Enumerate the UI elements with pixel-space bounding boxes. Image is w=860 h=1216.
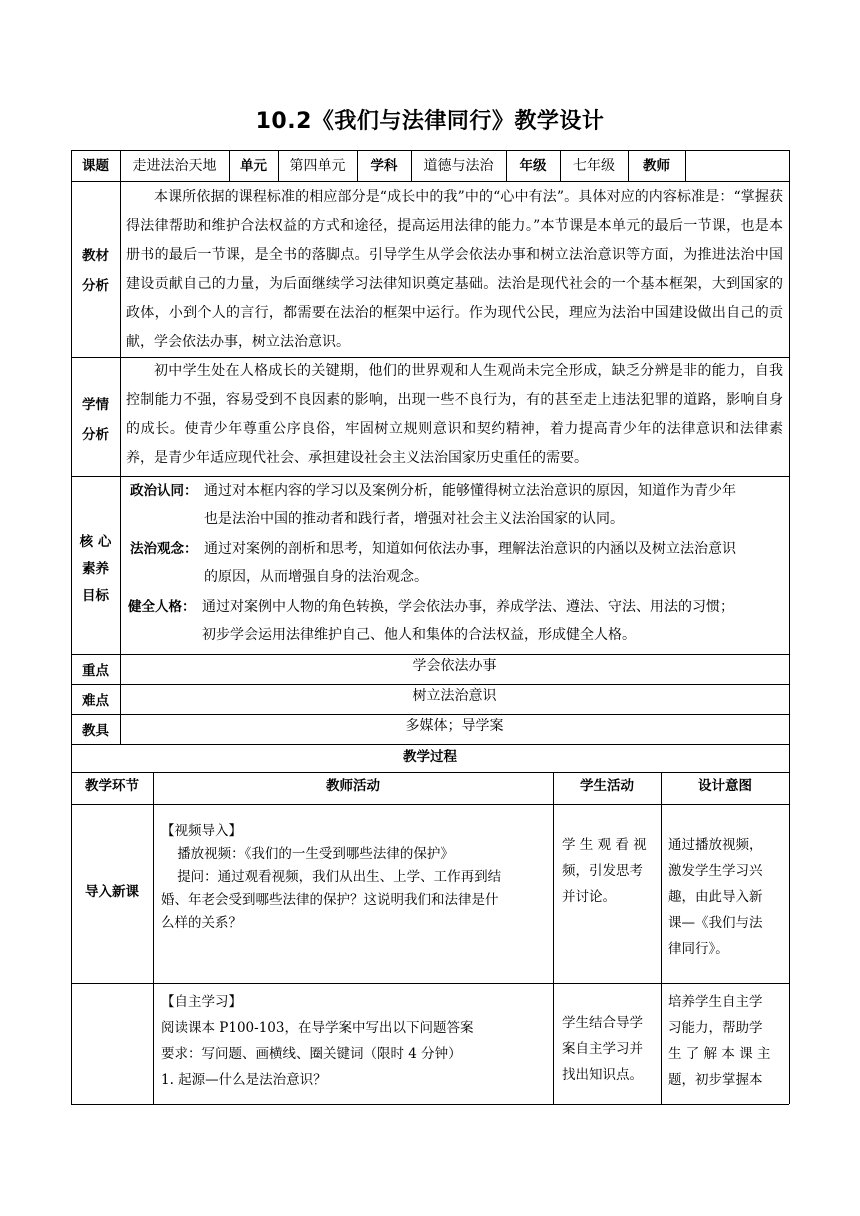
core-label-3: 目标 <box>82 588 109 604</box>
teacher-activity: 【视频导入】 播放视频：《我们的一生受到哪些法律的保护》 提问：通过观看视频，我们从出生、上学、工作再到结 婚、年老会受到哪些法律的保护？这说明我们和法律是什 么样的关系？ <box>161 823 502 931</box>
grade-value: 七年级 <box>573 158 615 174</box>
table-row-line <box>71 772 789 773</box>
page-title: 10.2《我们与法律同行》教学设计 <box>255 109 605 134</box>
core-label-2: 素养 <box>82 561 109 577</box>
column-divider <box>553 772 554 1104</box>
table-border-right <box>789 150 790 1104</box>
tools-value: 多媒体；导学案 <box>405 718 504 734</box>
teacher-label: 教师 <box>643 158 670 174</box>
student-activity: 学生结合导学 案自主学习并 找出知识点。 <box>562 1015 643 1083</box>
tools-label: 教具 <box>82 723 109 739</box>
table-row-line <box>71 654 789 655</box>
material-label-2: 分析 <box>82 278 109 294</box>
table-row-line <box>71 804 789 805</box>
design-intent: 培养学生自主学 习能力，帮助学 生 了 解 本 课 主 题，初步掌握本 <box>668 994 771 1088</box>
table-row-line <box>71 714 789 715</box>
learner-label-1: 学情 <box>82 397 109 413</box>
goal-line: 初步学会运用法律维护自己、他人和集体的合法权益，形成健全人格。 <box>202 627 636 643</box>
column-divider <box>153 772 154 1104</box>
subject-label: 学科 <box>370 158 398 174</box>
table-row-line <box>71 181 789 182</box>
key-point-label: 重点 <box>82 663 109 679</box>
table-border-bottom <box>71 1104 789 1105</box>
teacher-activity: 【自主学习】 阅读课本 P100-103，在导学案中写出以下问题答案 要求：写问题、画横线、圈关键词（限时 4 分钟） 1. 起源—什么是法治意识？ <box>161 994 474 1088</box>
goal-line: 的原因，从而增强自身的法治观念。 <box>204 569 428 585</box>
table-row-line <box>71 476 789 477</box>
difficulty-value: 树立法治意识 <box>412 688 497 704</box>
column-header-intent: 设计意图 <box>698 778 752 794</box>
goal-line: 通过对案例的剖析和思考，知道如何依法办事，理解法治意识的内涵以及树立法治意识 <box>204 541 736 557</box>
column-header-stage: 教学环节 <box>85 778 139 794</box>
material-analysis-text: 本课所依据的课程标准的相应部分是“成长中的我”中的“心中有法”。具体对应的内容标准是：“掌握获得法律帮助和维护合法权益的方式和途径，提高运用法律的能力。”本节课是本单元的最后一节课，也是本册书的最后一节课，是全书的落脚点。引导学生从学会依法办事和树立法治意识等方面，为推进法治中国建设贡献自己的力量，为后面继续学习法律知识奠定基础。法治是现代社会的一个基本框架，大到国家的政体，小到个人的言行，都需要在法治的框架中运行。作为现代公民，理应为法治中国建设做出自己的贡献，学会依法办事，树立法治意识。 <box>126 189 783 350</box>
learner-label-2: 分析 <box>82 427 109 443</box>
difficulty-label: 难点 <box>82 693 109 709</box>
subject-value: 道德与法治 <box>423 158 494 174</box>
student-activity: 学 生 观 看 视 频，引发思考 并讨论。 <box>562 837 647 905</box>
goal-line: 通过对本框内容的学习以及案例分析，能够懂得树立法治意识的原因，知道作为青少年 <box>204 483 736 499</box>
goal-line: 通过对案例中人物的角色转换，学会依法办事，养成学法、遵法、守法、用法的习惯； <box>202 599 734 615</box>
lesson-label: 课题 <box>82 158 109 174</box>
core-label-1: 核 心 <box>79 534 112 550</box>
unit-value: 第四单元 <box>289 158 346 174</box>
column-divider <box>120 150 121 744</box>
table-border-top <box>71 150 789 151</box>
table-row-line <box>71 744 789 745</box>
goal-name: 健全人格： <box>128 599 196 615</box>
unit-label: 单元 <box>240 158 267 174</box>
table-row-line <box>71 684 789 685</box>
goal-line: 也是法治中国的推动者和践行者，增强对社会主义法治国家的认同。 <box>204 511 624 527</box>
table-row-line <box>71 983 789 984</box>
column-header-teacher: 教师活动 <box>326 778 380 794</box>
key-point-value: 学会依法办事 <box>412 658 497 674</box>
learner-analysis-text: 初中学生处在人格成长的关键期，他们的世界观和人生观尚未完全形成，缺乏分辨是非的能力，自我控制能力不强，容易受到不良因素的影响，出现一些不良行为，有的甚至走上违法犯罪的道路，影响自身的成长。使青少年尊重公序良俗，牢固树立规则意识和契约精神，着力提高青少年的法律意识和法律素养，是青少年适应现代社会、承担建设社会主义法治国家历史重任的需要。 <box>126 363 783 466</box>
goal-name: 法治观念： <box>130 541 198 557</box>
lesson-value: 走进法治天地 <box>132 158 217 174</box>
goal-name: 政治认同： <box>130 483 198 499</box>
column-divider <box>661 772 662 1104</box>
stage-label: 导入新课 <box>85 884 139 900</box>
material-label-1: 教材 <box>82 248 109 264</box>
design-intent: 通过播放视频， 激发学生学习兴 趣，由此导入新 课—《我们与法 律同行》。 <box>668 837 763 957</box>
grade-label: 年级 <box>519 158 547 174</box>
column-header-student: 学生活动 <box>580 778 634 794</box>
process-heading: 教学过程 <box>403 749 457 765</box>
column-divider <box>685 150 686 181</box>
